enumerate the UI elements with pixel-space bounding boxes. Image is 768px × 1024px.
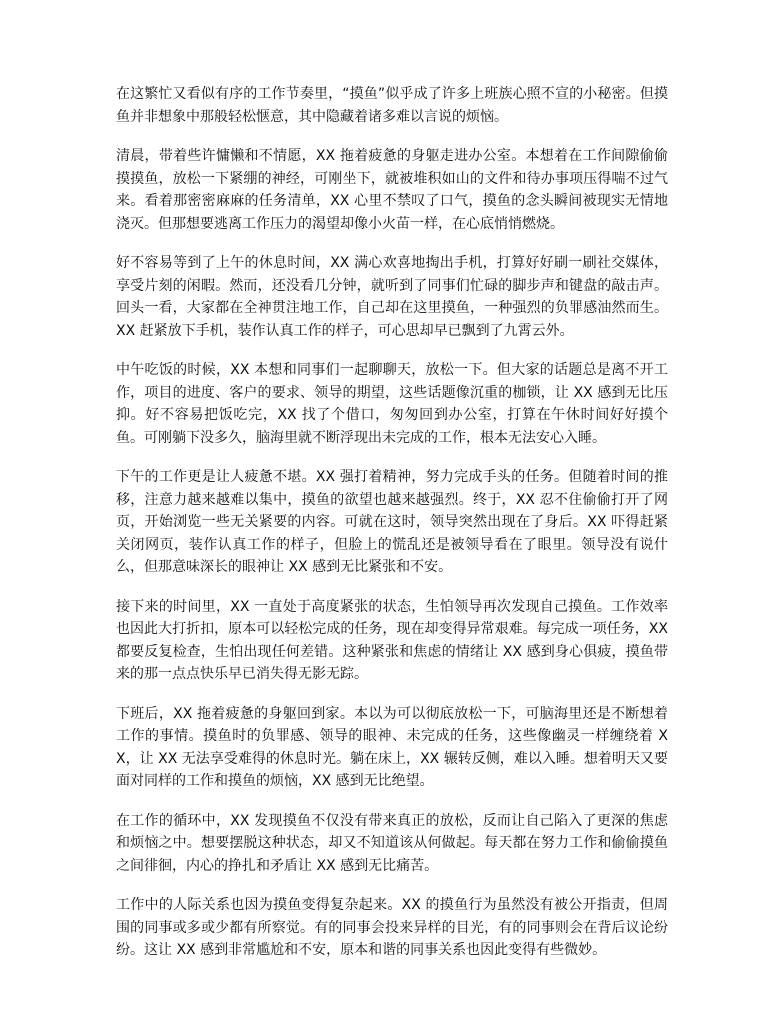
paragraph-morning: 清晨，带着些许慵懒和不情愿，XX 拖着疲惫的身躯走进办公室。本想着在工作间隙偷偷摸摸鱼，放松一下紧绷的神经，可刚坐下，就被堆积如山的文件和待办事项压得喘不过气来。看着那密密麻麻的任务清单，XX 心里不禁叹了口气，摸鱼的念头瞬间被现实无情地浇灭。但那想要逃离工作压力的渴望却像小火苗一样，在心底悄悄燃烧。 xyxy=(116,148,668,232)
paragraph-afternoon: 下午的工作更是让人疲惫不堪。XX 强打着精神，努力完成手头的任务。但随着时间的推移，注意力越来越难以集中，摸鱼的欲望也越来越强烈。终于，XX 忍不住偷偷打开了网页，开始浏览一些无关紧要的内容。可就在这时，领导突然出现在了身后。XX 吓得赶紧关闭网页，装作认真工作的样子，但脸上的慌乱还是被领导看在了眼里。领导没有说什么，但那意味深长的眼神让 XX 感到无比紧张和不安。 xyxy=(116,469,668,575)
document-body xyxy=(116,83,668,979)
paragraph-intro: 在这繁忙又看似有序的工作节奏里，“摸鱼”似乎成了许多上班族心照不宣的小秘密。但摸鱼并非想象中那般轻松惬意，其中隐藏着诸多难以言说的烦恼。 xyxy=(116,86,668,125)
paragraph-relationships: 工作中的人际关系也因为摸鱼变得复杂起来。XX 的摸鱼行为虽然没有被公开指责，但周围的同事或多或少都有所察觉。有的同事会投来异样的目光，有的同事则会在背后议论纷纷。这让 XX 感到非常尴尬和不安，原本和谐的同事关系也因此变得有些微妙。 xyxy=(116,897,668,958)
paragraph-cycle: 在工作的循环中，XX 发现摸鱼不仅没有带来真正的放松，反而让自己陷入了更深的焦虑和烦恼之中。想要摆脱这种状态，却又不知道该从何做起。每天都在努力工作和偷偷摸鱼之间徘徊，内心的挣扎和矛盾让 XX 感到无比痛苦。 xyxy=(116,812,668,874)
paragraph-morning-break: 好不容易等到了上午的休息时间，XX 满心欢喜地掏出手机，打算好好刷一刷社交媒体，享受片刻的闲暇。然而，还没看几分钟，就听到了同事们忙碌的脚步声和键盘的敲击声。回头一看，大家都在全神贯注地工作，自己却在这里摸鱼，一种强烈的负罪感油然而生。XX 赶紧放下手机，装作认真工作的样子，可心思却早已飘到了九霄云外。 xyxy=(116,255,668,339)
paragraph-tension: 接下来的时间里，XX 一直处于高度紧张的状态，生怕领导再次发现自己摸鱼。工作效率也因此大打折扣，原本可以轻松完成的任务，现在却变得异常艰难。每完成一项任务，XX 都要反复检查，生怕出现任何差错。这种紧张和焦虑的情绪让 XX 感到身心俱疲，摸鱼带来的那一点点快乐早已消失得无影无踪。 xyxy=(116,598,668,682)
paragraph-after-work: 下班后，XX 拖着疲惫的身躯回到家。本以为可以彻底放松一下，可脑海里还是不断想着工作的事情。摸鱼时的负罪感、领导的眼神、未完成的任务，这些像幽灵一样缠绕着 XX，让 XX 无法享受难得的休息时光。躺在床上，XX 辗转反侧，难以入睡。想着明天又要面对同样的工作和摸鱼的烦恼，XX 感到无比绝望。 xyxy=(116,705,668,789)
paragraph-lunch: 中午吃饭的时候，XX 本想和同事们一起聊聊天，放松一下。但大家的话题总是离不开工作，项目的进度、客户的要求、领导的期望，这些话题像沉重的枷锁，让 XX 感到无比压抑。好不容易把饭吃完，XX 找了个借口，匆匆回到办公室，打算在午休时间好好摸个鱼。可刚躺下没多久，脑海里就不断浮现出未完成的工作，根本无法安心入睡。 xyxy=(116,362,668,446)
